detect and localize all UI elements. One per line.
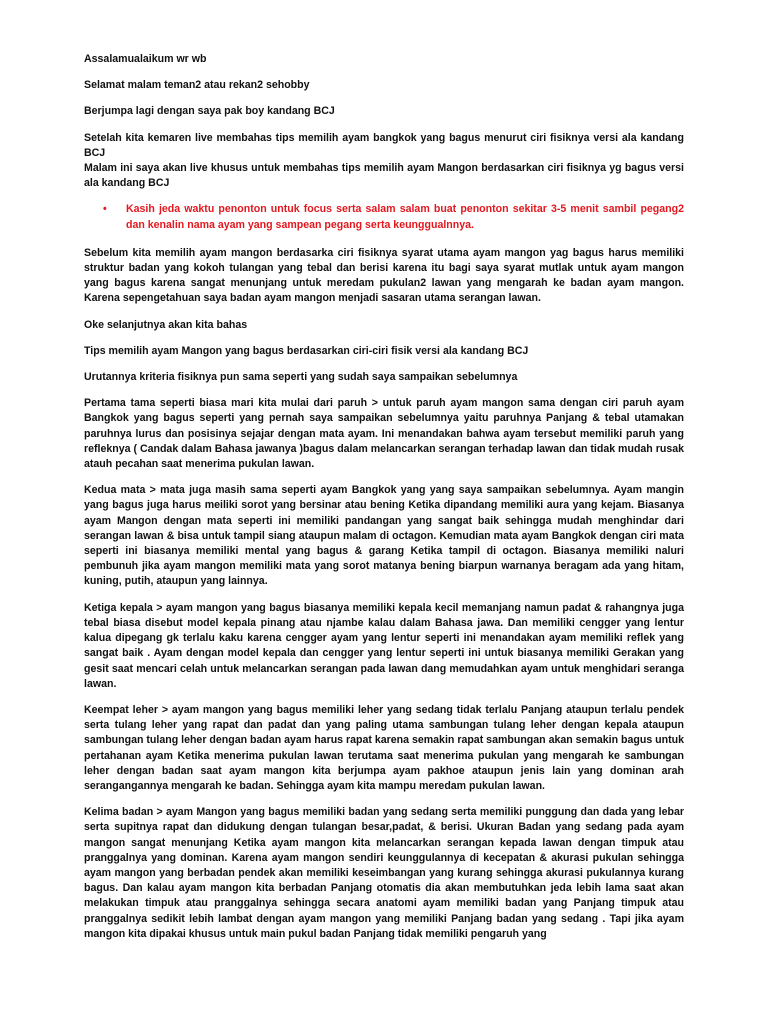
intro-paragraph: Berjumpa lagi dengan saya pak boy kandang BCJ — [84, 105, 335, 118]
note-text: Kasih jeda waktu penonton untuk focus serta salam salam buat penonton sekitar 3-5 menit sambil pegang2 dan kenalin nama ayam yang sampean pegang serta keunggualnnya. — [126, 203, 684, 231]
mata-paragraph: Kedua mata > mata juga masih sama seperti ayam Bangkok yang yang saya sampaikan sebelumnya. Ayam mangin yang bagus juga harus meiliki sorot yang bersinar atau bening Ketika dipandang memiliki aura yang kejam. Biasanya ayam Mangon dengan mata seperti ini memiliki pandangan yang sangat baik sehingga mudah menghindar dari serangan lawan & bisa untuk tampil siang ataupun malam di octagon. Kemudian mata ayam Bangkok dengan ciri mata seperti ini biasanya memiliki mental yang bagus & garang Ketika tampil di octagon. Biasanya memiliki naluri pembunuh jika ayam mangon memiliki mata yang sorot matanya bening biarpun warnanya beragam ada yang hitam, kuning, putih, ataupun yang lainnya. — [84, 484, 684, 588]
transition-paragraph: Oke selanjutnya akan kita bahas — [84, 318, 248, 331]
leher-paragraph: Keempat leher > ayam mangon yang bagus memiliki leher yang sedang tidak terlalu Panjang ataupun terlalu pendek serta tulang leher yang rapat dan padat dan yang paling utama sambungan tulang leher dengan kepala ataupun sambungan tulang leher dengan badan ayam harus rapat karena semakin rapat sambungan akan semakin bagus untuk pertahanan ayam Ketika menerima pukulan lawan terutama saat menerima pukulan yang mengarah ke sambungan leher dengan badan saat ayam mangon kita berjumpa ayam pakhoe ataupun jenis lain yang dominan arah serangangannya mengarah ke badan. Sehingga ayam kita mampu meredam pukulan lawan. — [84, 703, 684, 792]
kepala-paragraph: Ketiga kepala > ayam mangon yang bagus biasanya memiliki kepala kecil memanjang namun padat & rahangnya juga tebal biasa disebut model kepala pinang atau njambe kalau dalam Bahasa jawa. Dan memiliki cengger yang lentur kalua dipegang gk terlalu kaku karena cengger ayam yang lentur seperti ini menandakan ayam memiliki reflek yang sangat baik . Ayam dengan model kepala dan cengger yang lentur seperti ini untuk biasanya memiliki Gerakan yang gesit saat mencari celah untuk melancarkan serangan pada lawan dang memudahkan ayam untuk menghidari seranga lawan. — [84, 601, 684, 690]
badan-paragraph: Kelima badan > ayam Mangon yang bagus memiliki badan yang sedang serta memiliki punggung dan dada yang lebar serta supitnya rapat dan didukung dengan tulangan besar,padat, & berisi. Ukuran Badan yang sedang pada ayam mangon sangat menunjang Ketika ayam mangon kita melancarkan serangan kepada lawan dengan timpuk atau pranggalnya yang dominan. Karena ayam mangon sendiri keunggulannya di kecepatan & akurasi pukulan sehingga ayam mangon yang berbadan pendek akan memiliki keseimbangan yang kurang sehingga akurasi pukulannya kurang bagus. Dan kalau ayam mangon kita berbadan Panjang otomatis dia akan membutuhkan jeda lebih lama saat akan melakukan timpuk atau pranggalnya sehingga secara anatomi ayam memiliki badan yang Panjang timpuk atau pranggalnya sedikit lebih lambat dengan ayam mangon yang memiliki Panjang badan yang sedang . Tapi jika ayam mangon kita dipakai khusus untuk main pukul badan Panjang tidak memiliki pengaruh yang — [84, 806, 684, 940]
order-paragraph: Urutannya kriteria fisiknya pun sama seperti yang sudah saya sampaikan sebelumnya — [84, 371, 518, 384]
topic-paragraph: Tips memilih ayam Mangon yang bagus berdasarkan ciri-ciri fisik versi ala kandang BCJ — [84, 344, 529, 357]
paruh-paragraph: Pertama tama seperti biasa mari kita mulai dari paruh > untuk paruh ayam mangon sama dengan ciri paruh ayam Bangkok yang bagus seperti yang pernah saya sampaikan sebelumnya yaitu paruhnya Panjang & tebal utamakan paruhnya lurus dan posisinya sejajar dengan mata ayam. Ini menandakan bahwa ayam tersebut memiliki paruh yang refleknya ( Candak dalam Bahasa jawanya )bagus dalam melancarkan serangan terhadap lawan dan tidak mudah rusak atauh pecahan saat menerima pukulan lawan. — [84, 397, 684, 471]
prelude-paragraph: Sebelum kita memilih ayam mangon berdasarka ciri fisiknya syarat utama ayam mangon yag bagus harus memiliki struktur badan yang kokoh tulangan yang tebal dan berisi karena itu bagi saya syarat mutlak untuk ayam mangon yang bagus karena sangat menunjang untuk meredam pukulan2 lawan yang mengarah ke badan ayam mangon. Karena sepengetahuan saya badan ayam mangon menjadi sasaran utama serangan lawan. — [84, 246, 684, 305]
salutation-paragraph: Selamat malam teman2 atau rekan2 sehobby — [84, 79, 310, 92]
document-page — [84, 52, 684, 953]
tonight-paragraph: Malam ini saya akan live khusus untuk membahas tips memilih ayam Mangon berdasarkan ciri fisiknya yg bagus versi ala kandang BCJ — [84, 162, 684, 190]
note-list-item — [84, 202, 684, 232]
note-list — [84, 202, 684, 232]
greeting-paragraph: Assalamualaikum wr wb — [84, 53, 207, 65]
recap-paragraph: Setelah kita kemaren live membahas tips memilih ayam bangkok yang bagus menurut ciri fisiknya versi ala kandang BCJ — [84, 131, 684, 159]
bullet-dot-icon: • — [103, 203, 107, 216]
